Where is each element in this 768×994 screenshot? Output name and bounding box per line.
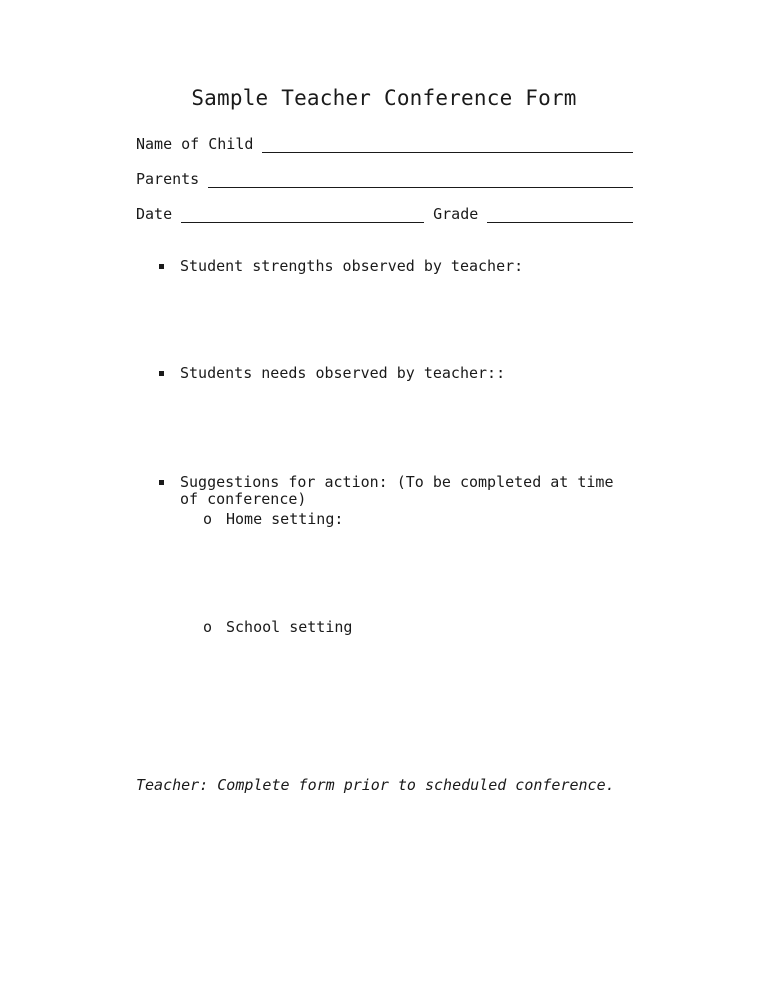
grade-field[interactable]: [487, 208, 633, 223]
square-bullet-icon: [158, 365, 180, 382]
date-field[interactable]: [181, 208, 424, 223]
parents-field[interactable]: [208, 173, 633, 188]
form-title: Sample Teacher Conference Form: [191, 86, 577, 110]
date-label: Date: [136, 205, 173, 223]
circle-bullet-icon: o: [203, 618, 213, 636]
list-item: [158, 474, 630, 508]
name-of-child-field[interactable]: [262, 138, 633, 153]
list-item: [203, 619, 352, 636]
date-grade-row: [136, 203, 633, 223]
school-setting-prompt: School setting: [226, 618, 353, 636]
parents-row: [136, 168, 633, 188]
student-strengths-prompt: Student strengths observed by teacher:: [180, 257, 524, 275]
list-item: [158, 365, 630, 382]
grade-label: Grade: [433, 205, 479, 223]
student-needs-prompt: Students needs observed by teacher::: [180, 364, 506, 382]
name-of-child-label: Name of Child: [136, 135, 254, 153]
list-item: [158, 258, 630, 275]
parents-label: Parents: [136, 170, 200, 188]
suggestions-prompt: Suggestions for action: (To be completed at time of conference): [180, 473, 614, 508]
list-item: [203, 511, 343, 528]
name-of-child-row: [136, 133, 633, 153]
home-setting-prompt: Home setting:: [226, 510, 344, 528]
circle-bullet-icon: o: [203, 510, 213, 528]
footer-note: Teacher: Complete form prior to scheduled conference.: [136, 776, 615, 794]
square-bullet-icon: [158, 474, 180, 508]
square-bullet-icon: [158, 258, 180, 275]
